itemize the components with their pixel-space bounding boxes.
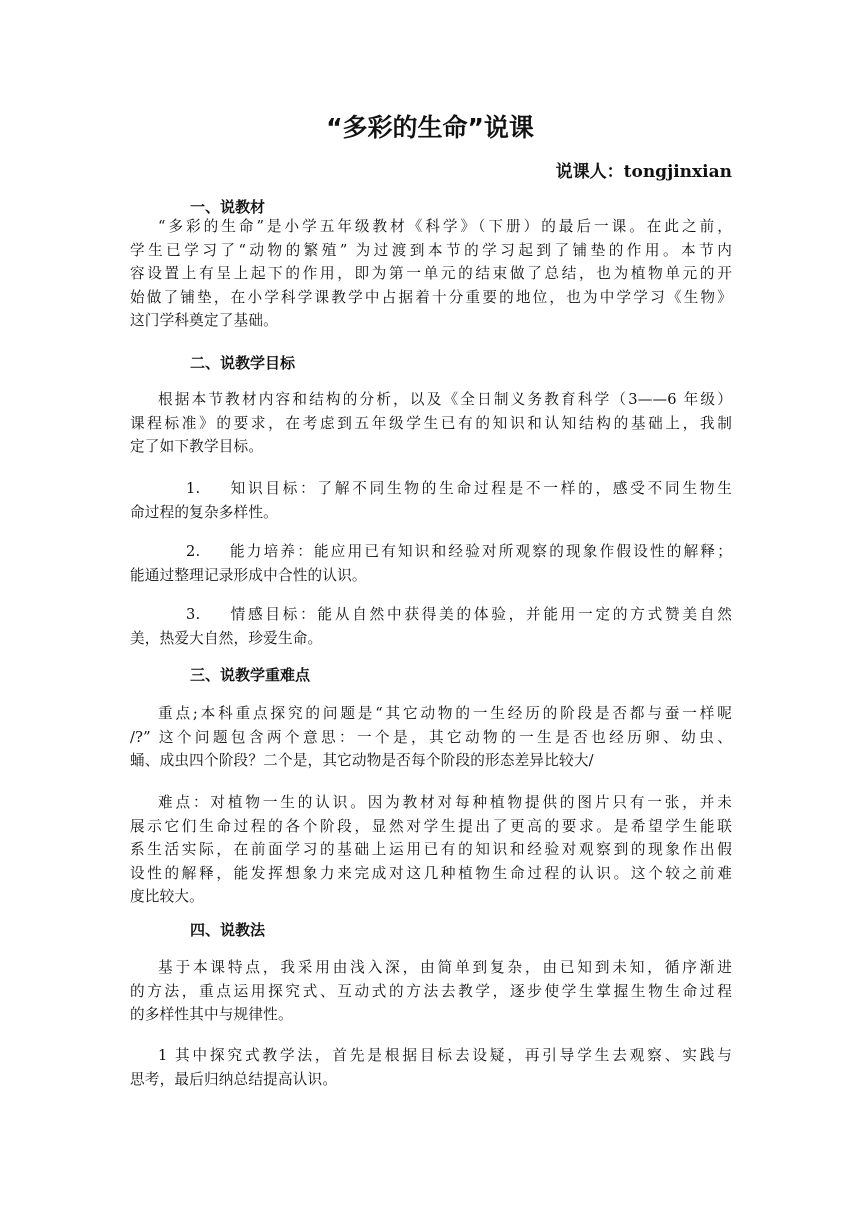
text-line: 系生活实际，在前面学习的基础上运用已有的知识和经验对观察到的现象作出假 bbox=[130, 841, 732, 858]
goal-number: 1. bbox=[186, 480, 201, 497]
text-line: 定了如下教学目标。 bbox=[130, 438, 264, 455]
text-line: 始做了铺垫，在小学科学课教学中占据着十分重要的地位，也为中学学习《生物》 bbox=[130, 288, 732, 306]
goal-number: 3. bbox=[186, 606, 201, 623]
text-line: 思考，最后归纳总结提高认识。 bbox=[130, 1070, 338, 1088]
text-line: 学生已学习了“动物的繁殖” 为过渡到本节的学习起到了铺垫的作用。本节内 bbox=[130, 241, 732, 259]
paragraph-difficulty bbox=[130, 791, 732, 909]
section-heading-textbook: 一、说教材 bbox=[190, 198, 266, 216]
goal-text: 能力培养：能应用已有知识和经验对所观察的现象作假设性的解释； bbox=[228, 543, 732, 560]
text-line: 1 其中探究式教学法，首先是根据目标去设疑，再引导学生去观察、实践与 bbox=[158, 1047, 732, 1064]
text-line: 展示它们生命过程的各个阶段，显然对学生提出了更高的要求。是希望学生能联 bbox=[130, 817, 732, 835]
goal-item-knowledge bbox=[130, 477, 732, 524]
text-line: 美，热爱大自然，珍爱生命。 bbox=[130, 629, 323, 647]
goal-item-emotion bbox=[130, 603, 732, 650]
section-heading-goals: 二、说教学目标 bbox=[190, 354, 296, 372]
text-line: 能通过整理记录形成中合性的认识。 bbox=[130, 566, 367, 584]
paragraph-textbook bbox=[130, 215, 732, 333]
goal-number: 2. bbox=[186, 543, 201, 560]
text-line: “多彩的生命”是小学五年级教材《科学》（下册）的最后一课。在此之前， bbox=[158, 218, 732, 235]
goal-text: 知识目标：了解不同生物的生命过程是不一样的，感受不同生物生 bbox=[228, 480, 732, 497]
text-line bbox=[130, 603, 732, 627]
text-line: 重点;本科重点探究的问题是“其它动物的一生经历的阶段是否都与蚕一样呢 bbox=[158, 705, 732, 722]
paragraph-key-point bbox=[130, 702, 732, 773]
paragraph-inquiry-method bbox=[130, 1044, 732, 1091]
text-line: 这门学科奠定了基础。 bbox=[130, 312, 278, 329]
goal-item-ability bbox=[130, 540, 732, 587]
text-line: /?” 这个问题包含两个意思：一个是，其它动物的一生是否也经历卵、幼虫、 bbox=[130, 728, 732, 746]
text-line: 难点：对植物一生的认识。因为教材对每种植物提供的图片只有一张，并未 bbox=[158, 794, 732, 811]
text-line: 设性的解释，能发挥想象力来完成对这几种植物生命过程的认识。这个较之前难 bbox=[130, 864, 732, 882]
text-line: 课程标准》的要求，在考虑到五年级学生已有的知识和认知结构的基础上，我制 bbox=[130, 414, 732, 432]
text-line: 的方法，重点运用探究式、互动式的方法去教学，逐步使学生掌握生物生命过程 bbox=[130, 982, 732, 1000]
text-line: 基于本课特点，我采用由浅入深，由简单到复杂，由已知到未知，循序渐进 bbox=[158, 959, 732, 976]
text-line: 根据本节教材内容和结构的分析，以及《全日制义务教育科学（3——6 年级） bbox=[158, 391, 732, 408]
paragraph-goals-intro bbox=[130, 388, 732, 459]
section-heading-key-points: 三、说教学重难点 bbox=[190, 666, 311, 684]
text-line bbox=[130, 477, 732, 501]
text-line bbox=[130, 540, 732, 564]
section-heading-teaching-method: 四、说教法 bbox=[190, 921, 266, 939]
author-line: 说课人：tongjinxian bbox=[555, 162, 732, 182]
goal-text: 情感目标：能从自然中获得美的体验，并能用一定的方式赞美自然 bbox=[228, 606, 732, 623]
text-line: 容设置上有呈上起下的作用，即为第一单元的结束做了总结，也为植物单元的开 bbox=[130, 265, 732, 282]
text-line: 的多样性其中与规律性。 bbox=[130, 1006, 293, 1023]
text-line: 蛹、成虫四个阶段？二个是，其它动物是否每个阶段的形态差异比较大/ bbox=[130, 752, 594, 769]
page-title: “多彩的生命”说课 bbox=[326, 113, 534, 142]
text-line: 度比较大。 bbox=[130, 888, 204, 905]
text-line: 命过程的复杂多样性。 bbox=[130, 503, 278, 521]
paragraph-method bbox=[130, 956, 732, 1027]
